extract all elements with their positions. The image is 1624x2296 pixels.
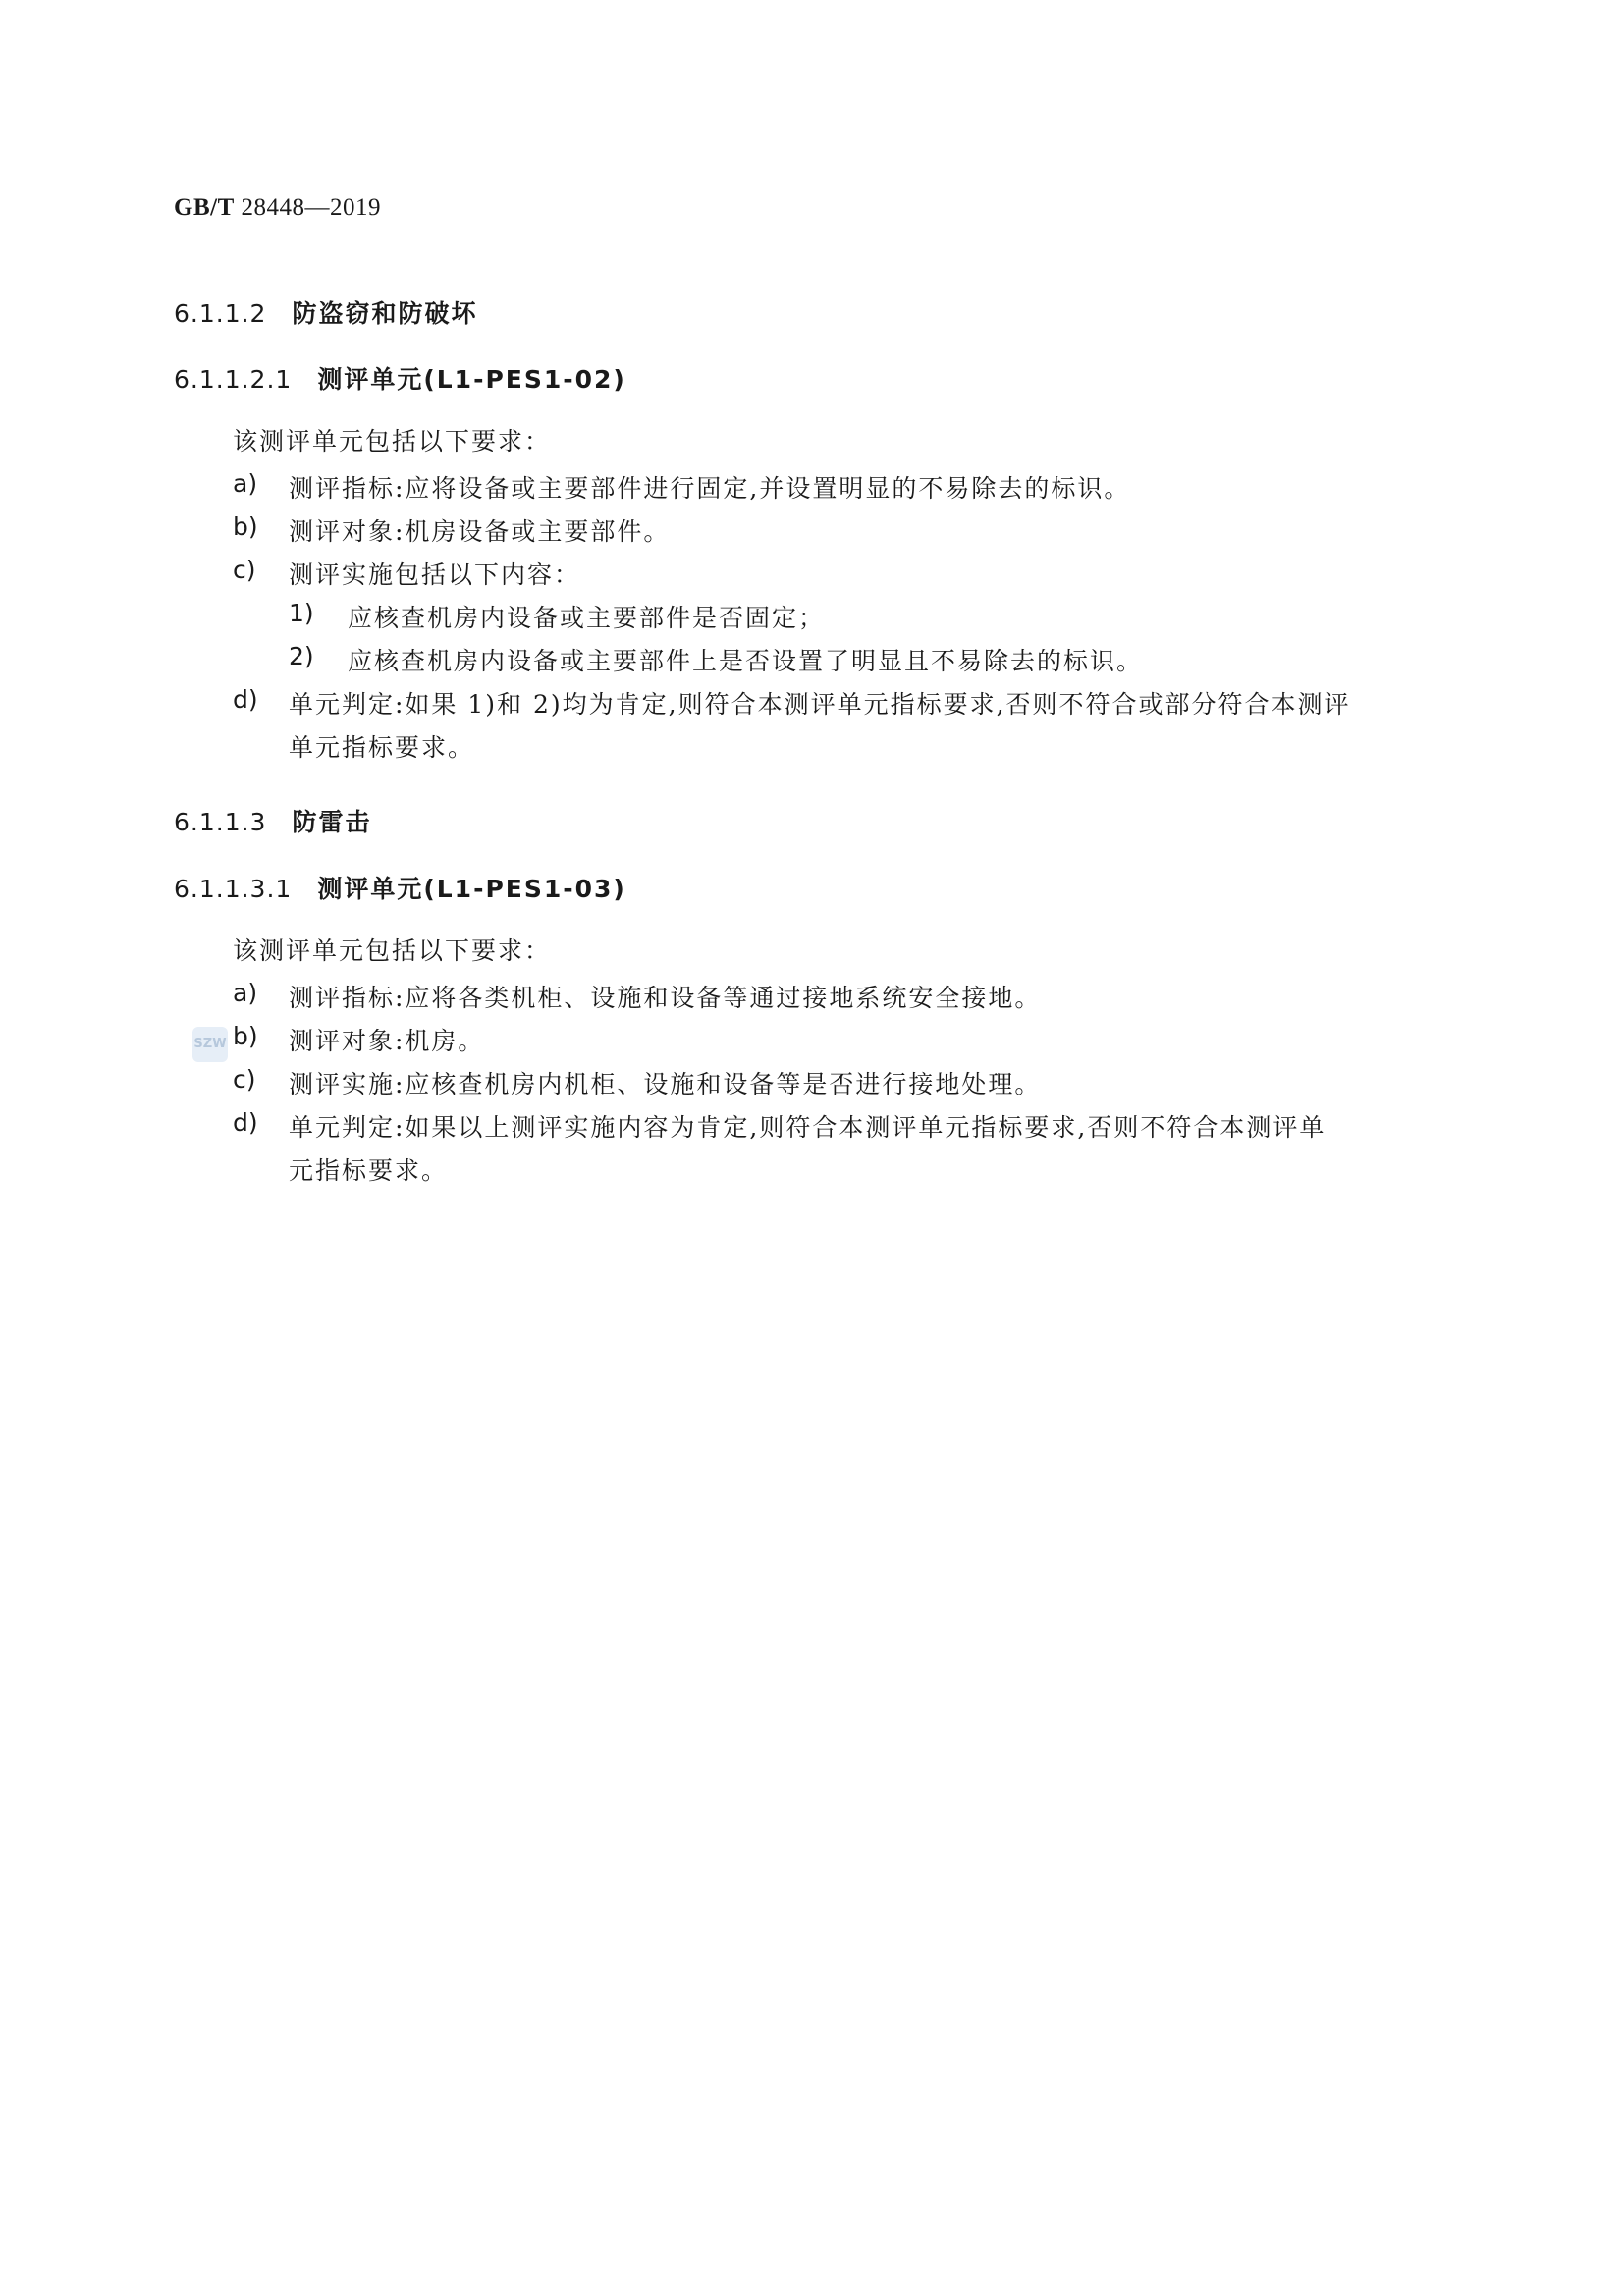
list-label: d) (233, 1108, 258, 1137)
section-title: 防盗窃和防破坏 (292, 299, 478, 328)
standard-prefix: GB/T (174, 194, 235, 221)
list-text: 测评实施:应核查机房内机柜、设施和设备等是否进行接地处理。 (289, 1070, 1042, 1098)
section-heading-6-1-1-3-1 (174, 870, 626, 905)
sub-text: 应核查机房内设备或主要部件上是否设置了明显且不易除去的标识。 (348, 647, 1144, 675)
list-text-line2: 元指标要求。 (289, 1156, 449, 1185)
section-heading-6-1-1-2-1 (174, 360, 626, 396)
list-label: a) (233, 469, 258, 498)
section-title: 测评单元(L1-PES1-03) (317, 875, 626, 903)
standard-code (174, 194, 381, 222)
list-text: 测评对象:机房设备或主要部件。 (289, 517, 671, 546)
section-heading-6-1-1-3 (174, 803, 371, 838)
sub-label: 1) (289, 599, 314, 627)
list-label: c) (233, 556, 256, 584)
section-heading-6-1-1-2 (174, 294, 477, 330)
list-text-line2: 单元指标要求。 (289, 733, 475, 762)
list-label: a) (233, 979, 258, 1007)
section-number: 6.1.1.2 (174, 299, 267, 328)
list-label: b) (233, 1022, 258, 1050)
list-label: c) (233, 1065, 256, 1094)
section-number: 6.1.1.2.1 (174, 365, 293, 394)
standard-number: 28448—2019 (241, 194, 381, 221)
intro-paragraph: 该测评单元包括以下要求： (233, 427, 552, 455)
section-title: 测评单元(L1-PES1-02) (317, 365, 626, 394)
sub-text: 应核查机房内设备或主要部件是否固定； (348, 604, 826, 632)
list-label: b) (233, 512, 258, 541)
intro-paragraph: 该测评单元包括以下要求： (233, 936, 552, 965)
list-text: 测评对象:机房。 (289, 1027, 485, 1055)
section-number: 6.1.1.3 (174, 808, 267, 836)
list-text-line1: 单元判定:如果 1)和 2)均为肯定,则符合本测评单元指标要求,否则不符合或部分符合本测评 (289, 690, 1351, 719)
list-text-line1: 单元判定:如果以上测评实施内容为肯定,则符合本测评单元指标要求,否则不符合本测评单 (289, 1113, 1326, 1142)
watermark-logo: SZW (192, 1027, 228, 1062)
list-label: d) (233, 685, 258, 714)
section-number: 6.1.1.3.1 (174, 875, 293, 903)
list-text: 测评指标:应将各类机柜、设施和设备等通过接地系统安全接地。 (289, 984, 1042, 1012)
section-title: 防雷击 (292, 808, 372, 836)
list-text: 测评指标:应将设备或主要部件进行固定,并设置明显的不易除去的标识。 (289, 474, 1131, 503)
list-text: 测评实施包括以下内容： (289, 561, 581, 589)
sub-label: 2) (289, 642, 314, 670)
